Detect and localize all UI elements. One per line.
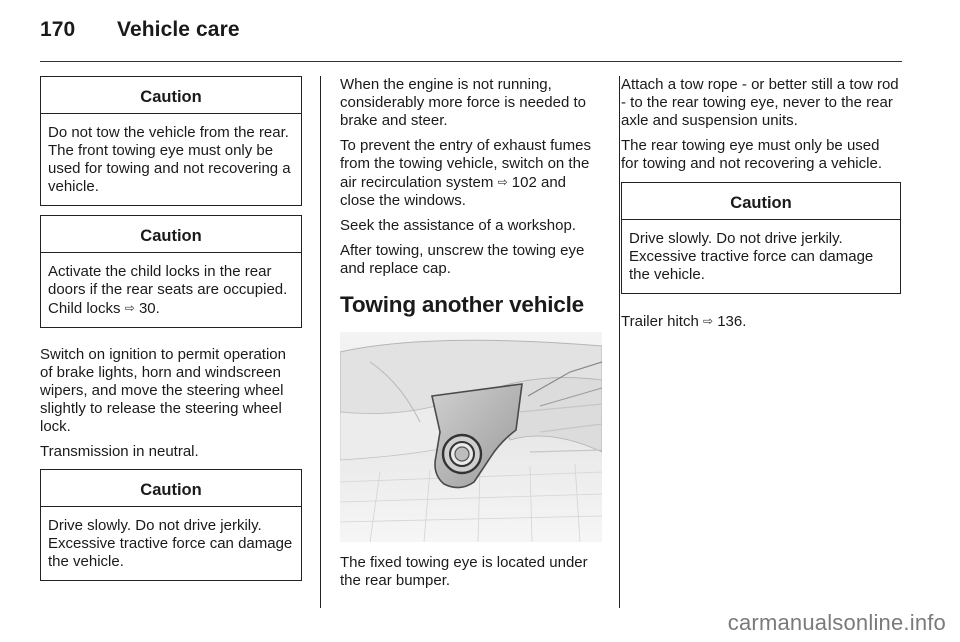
caution-body [41,253,301,327]
caution-box-child-locks [40,215,302,328]
caution-body: Drive slowly. Do not drive jerkily. Excessive tractive force can damage the vehicle. [629,230,874,283]
caution-box-drive-slowly-right [621,182,901,294]
paragraph-exhaust-text: To prevent the entry of exhaust fumes from the towing vehicle, switch on the air recirculation system [340,137,591,191]
column-middle [340,76,602,597]
reference-arrow-icon: ⇨ [497,175,508,189]
header-rule [40,61,902,62]
page-title: Vehicle care [117,18,240,41]
caution-title: Caution [41,77,301,114]
caution-box-drive-slowly [40,469,302,581]
towing-eye-drawing [340,332,602,542]
paragraph-workshop: Seek the assistance of a workshop. [340,217,576,234]
column-right [621,76,901,338]
figure-caption: The fixed towing eye is located under the rear bumper. [340,554,588,589]
page-number: 170 [40,18,76,41]
caution-body: Drive slowly. Do not drive jerkily. Excessive tractive force can damage the vehicle. [48,517,293,570]
reference-arrow-icon: ⇨ [124,301,135,315]
paragraph-after-towing: After towing, unscrew the towing eye and replace cap. [340,242,585,277]
paragraph-neutral: Transmission in neutral. [40,443,199,460]
paragraph-tow-rope: Attach a tow rope - or better still a tow rod - to the rear towing eye, never to the rear axle and suspension units. [621,76,899,129]
watermark: carmanualsonline.info [727,610,946,635]
trailer-hitch-page-link[interactable]: 136. [717,313,747,330]
trailer-hitch-text: Trailer hitch [621,313,699,330]
paragraph-engine-off: When the engine is not running, considerably more force is needed to brake and steer. [340,76,586,129]
caution-title: Caution [622,183,900,220]
air-recirculation-page-link[interactable]: 102 [511,174,537,191]
page-header [40,18,240,48]
caution-body: Do not tow the vehicle from the rear. The front towing eye must only be used for towing and not recovering a vehicle. [48,124,291,195]
column-divider-2 [619,76,620,608]
caution-box-rear-tow [40,76,302,206]
paragraph-rear-eye: The rear towing eye must only be used for towing and not recovering a vehicle. [621,137,882,172]
reference-arrow-icon: ⇨ [702,314,714,328]
paragraph-exhaust [340,137,602,210]
section-heading: Towing another vehicle [340,292,584,317]
child-locks-page-link[interactable]: 30. [138,300,160,317]
caution-title: Caution [41,470,301,507]
caution-title: Caution [41,216,301,253]
column-divider-1 [320,76,321,608]
towing-eye-illustration [340,332,602,542]
caution-text: Activate the child locks in the rear doors if the rear seats are occupied. Child locks [48,263,288,317]
paragraph-trailer-hitch [621,312,901,331]
paragraph-exhaust-tail: and close the windows. [340,174,567,209]
paragraph-ignition: Switch on ignition to permit operation of brake lights, horn and windscreen wipers, and move the steering wheel slightly to release the steering wheel lock. [40,346,286,435]
column-left [40,76,302,590]
